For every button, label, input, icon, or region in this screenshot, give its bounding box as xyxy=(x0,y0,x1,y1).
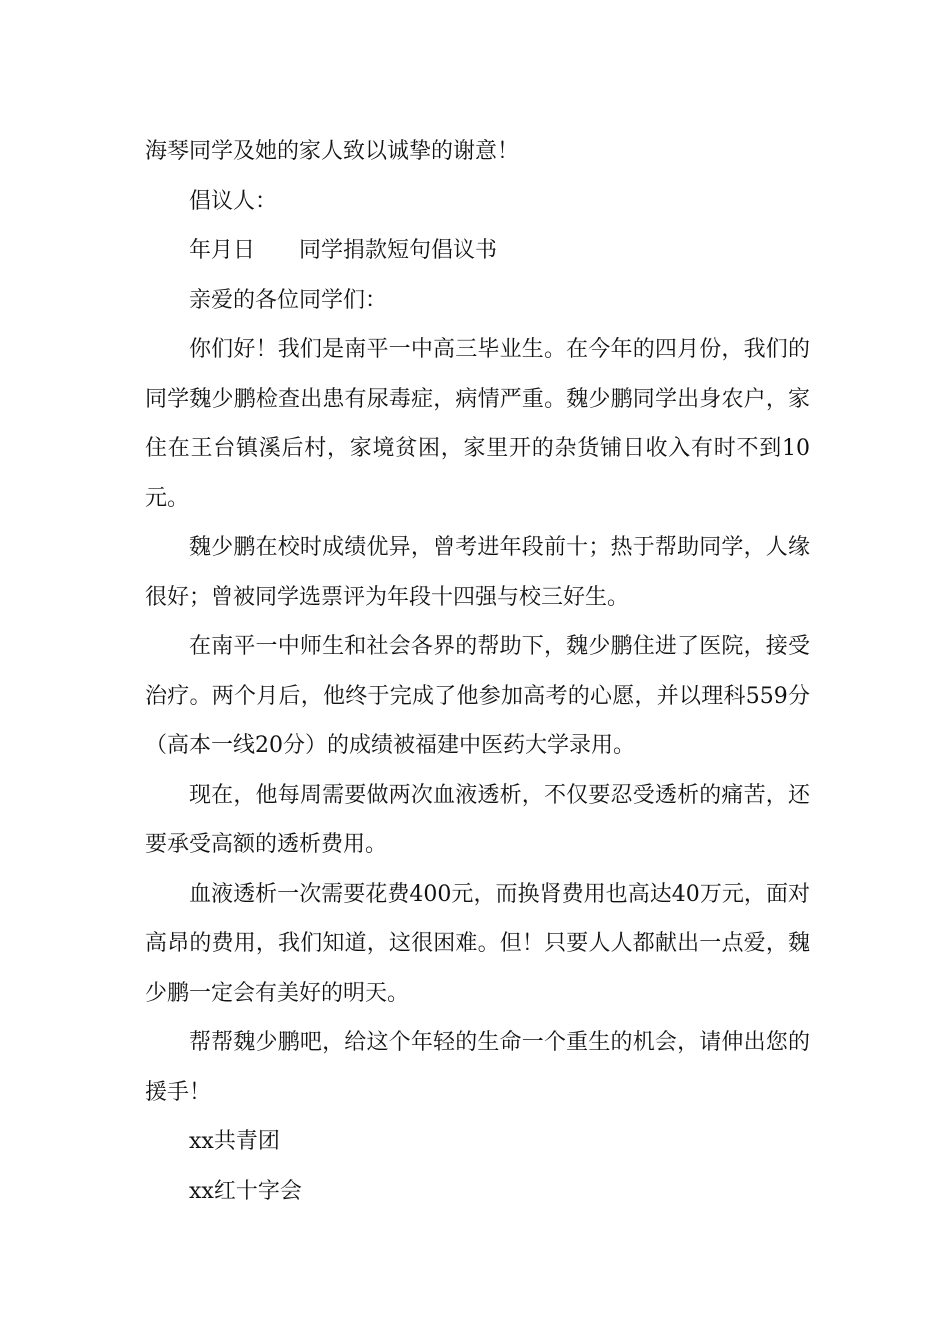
date-and-title-line xyxy=(145,226,810,276)
body-paragraph-6: 帮帮魏少鹏吧，给这个年轻的生命一个重生的机会，请伸出您的援手！ xyxy=(145,1030,810,1105)
body-paragraph-5: 血液透析一次需要花费400元，而换肾费用也高达40万元，面对高昂的费用，我们知道，这很困难。但！只要人人都献出一点爱，魏少鹏一定会有美好的明天。 xyxy=(145,881,810,1006)
thanks-paragraph: 海琴同学及她的家人致以诚挚的谢意！ xyxy=(145,139,520,164)
body-paragraph-4: 现在，他每周需要做两次血液透析，不仅要忍受透析的痛苦，还要承受高额的透析费用。 xyxy=(145,782,810,857)
date-placeholder: 年月日 xyxy=(189,238,256,263)
body-paragraph-3: 在南平一中师生和社会各界的帮助下，魏少鹏住进了医院，接受治疗。两个月后，他终于完成了他参加高考的心愿，并以理科559分（高本一线20分）的成绩被福建中医药大学录用。 xyxy=(145,634,810,758)
signer-red-cross: xx红十字会 xyxy=(189,1178,302,1204)
body-paragraph-1: 你们好！我们是南平一中高三毕业生。在今年的四月份，我们的同学魏少鹏检查出患有尿毒症，病情严重。魏少鹏同学出身农户，家住在王台镇溪后村，家境贫困，家里开的杂货铺日收入有时不到10元。 xyxy=(145,337,810,511)
sponsor-label: 倡议人： xyxy=(189,188,278,214)
greeting-paragraph: 亲爱的各位同学们： xyxy=(189,287,388,313)
signer-youth-league: xx共青团 xyxy=(189,1129,280,1154)
document-body xyxy=(145,127,810,1216)
proposal-title: 同学捐款短句倡议书 xyxy=(299,238,498,263)
body-paragraph-2: 魏少鹏在校时成绩优异，曾考进年段前十；热于帮助同学，人缘很好；曾被同学选票评为年段十四强与校三好生。 xyxy=(145,535,810,610)
